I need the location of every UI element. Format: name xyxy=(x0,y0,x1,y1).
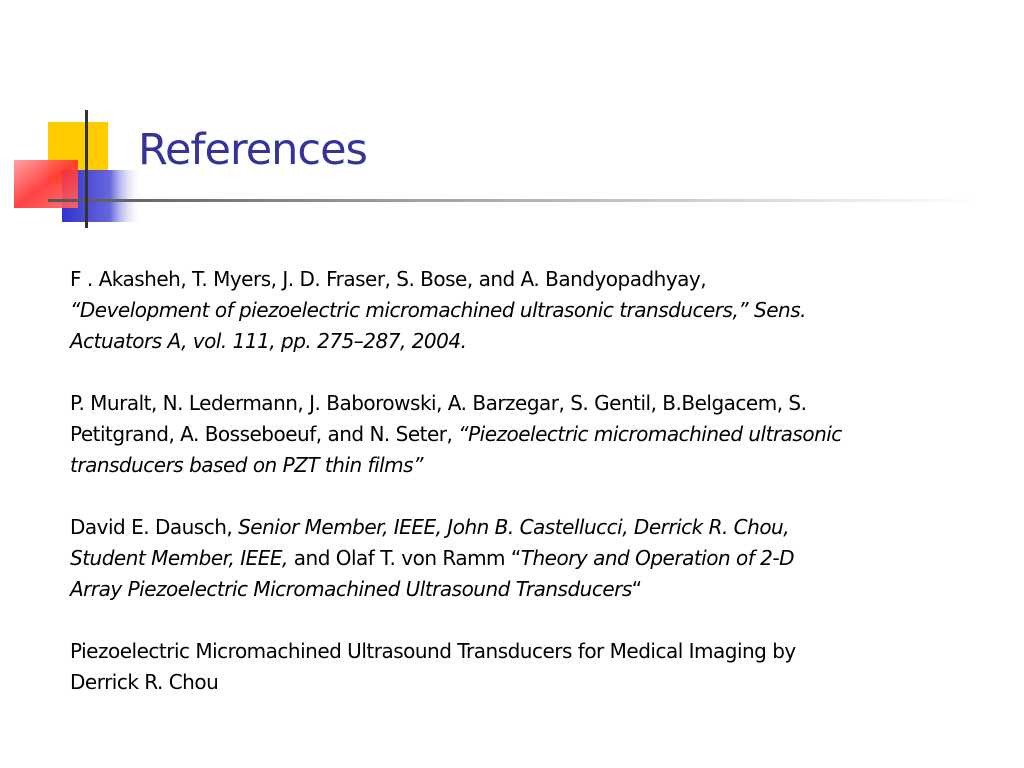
reference-3-title-end: Array Piezoelectric Micromachined Ultrasound Transducers xyxy=(70,577,632,601)
reference-2-authors-end: Petitgrand, A. Bosseboeuf, and N. Seter, xyxy=(70,422,459,446)
reference-3-coauthors: Senior Member, IEEE, John B. Castellucci, Derrick R. Chou, xyxy=(238,515,790,539)
reference-4-author: Derrick R. Chou xyxy=(70,670,219,694)
reference-1-title: “Development of piezoelectric micromachined ultrasonic transducers,” Sens. xyxy=(70,298,806,322)
reference-3-line-2 xyxy=(70,543,990,574)
slide-title: References xyxy=(138,125,367,175)
reference-1-source: Actuators A, vol. 111, pp. 275–287, 2004. xyxy=(70,329,467,353)
reference-2-authors: P. Muralt, N. Ledermann, J. Baborowski, A. Barzegar, S. Gentil, B.Belgacem, S. xyxy=(70,391,807,415)
reference-3-line-3 xyxy=(70,574,990,605)
reference-2-line-2 xyxy=(70,419,990,450)
reference-list xyxy=(70,264,990,729)
reference-2-title-start: “Piezoelectric micromachined ultrasonic xyxy=(458,422,842,446)
reference-3-line-1 xyxy=(70,512,990,543)
reference-3-last-author: and Olaf T. von Ramm “ xyxy=(287,546,521,570)
horizontal-rule xyxy=(48,199,978,202)
reference-1-authors: F . Akasheh, T. Myers, J. D. Fraser, S. Bose, and A. Bandyopadhyay, xyxy=(70,267,707,291)
reference-3-author: David E. Dausch, xyxy=(70,515,239,539)
reference-3-title-start: Theory and Operation of 2-D xyxy=(520,546,794,570)
reference-2 xyxy=(70,388,990,481)
reference-3-closing-quote: “ xyxy=(631,577,642,601)
reference-4-title: Piezoelectric Micromachined Ultrasound Transducers for Medical Imaging by xyxy=(70,639,796,663)
reference-2-title-end: transducers based on PZT thin films” xyxy=(70,453,423,477)
reference-1 xyxy=(70,264,990,357)
reference-4 xyxy=(70,636,990,698)
reference-3 xyxy=(70,512,990,605)
title-decoration xyxy=(0,0,1024,240)
vertical-rule xyxy=(85,110,88,228)
reference-3-coauthor-role: Student Member, IEEE, xyxy=(70,546,288,570)
